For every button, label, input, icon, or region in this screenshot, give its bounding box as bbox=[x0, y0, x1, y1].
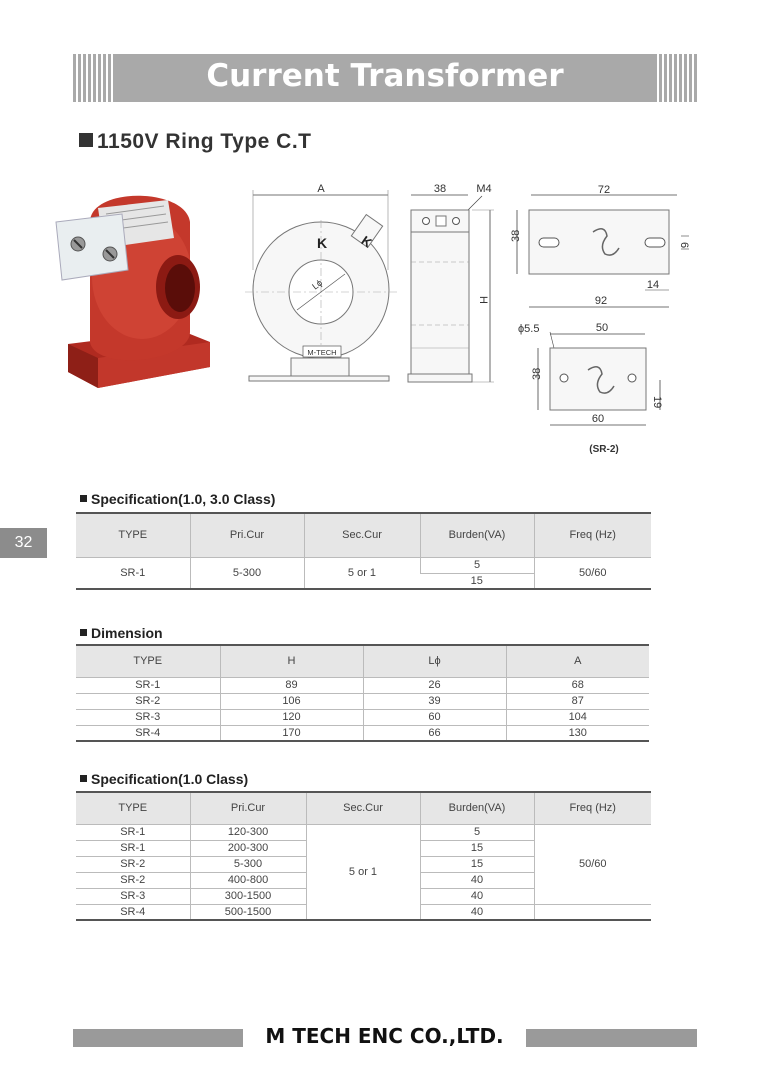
table-cell: SR-4 bbox=[76, 904, 190, 920]
table-cell: SR-2 bbox=[76, 872, 190, 888]
table-cell: 89 bbox=[220, 677, 363, 693]
side-view-drawing bbox=[404, 180, 504, 390]
column-header: Freq (Hz) bbox=[534, 792, 651, 824]
table-cell: SR-1 bbox=[76, 840, 190, 856]
table-cell: 5 bbox=[420, 824, 534, 840]
column-header: Burden(VA) bbox=[420, 792, 534, 824]
table-cell: 130 bbox=[506, 725, 649, 741]
table-cell: 120-300 bbox=[190, 824, 306, 840]
table-cell: 15 bbox=[420, 856, 534, 872]
table-cell: 39 bbox=[363, 693, 506, 709]
column-header: TYPE bbox=[76, 645, 220, 677]
square-bullet-icon bbox=[80, 775, 87, 782]
column-header: A bbox=[506, 645, 649, 677]
base1-depth-38: 38 bbox=[510, 229, 522, 242]
base1-slot-6: 6 bbox=[678, 242, 690, 249]
table-cell: 66 bbox=[363, 725, 506, 741]
table-cell: 170 bbox=[220, 725, 363, 741]
m4-label: M4 bbox=[476, 183, 492, 195]
spec1-table bbox=[76, 512, 651, 590]
base-plate-drawing-1 bbox=[505, 180, 700, 310]
column-header: Pri.Cur bbox=[190, 792, 306, 824]
table-cell: SR-1 bbox=[76, 824, 190, 840]
table-cell: 5 or 1 bbox=[306, 824, 420, 920]
base2-width-50: 50 bbox=[595, 322, 609, 334]
column-header: Sec.Cur bbox=[306, 792, 420, 824]
column-header: TYPE bbox=[76, 792, 190, 824]
square-bullet-icon bbox=[79, 133, 93, 147]
spec2-title bbox=[80, 771, 248, 787]
base-plate-drawing-2 bbox=[510, 318, 670, 458]
company-name: M TECH ENC CO.,LTD. bbox=[265, 1024, 504, 1048]
header-banner bbox=[73, 54, 697, 102]
table-cell: 300-1500 bbox=[190, 888, 306, 904]
table-cell: 50/60 bbox=[534, 557, 651, 589]
k-label-right: K bbox=[358, 232, 375, 251]
table-cell: 15 bbox=[420, 573, 534, 589]
table-cell: SR-4 bbox=[76, 725, 220, 741]
product-subtitle bbox=[79, 130, 312, 154]
column-header: TYPE bbox=[76, 513, 190, 557]
column-header: Freq (Hz) bbox=[534, 513, 651, 557]
table-cell: SR-1 bbox=[76, 677, 220, 693]
column-header: Pri.Cur bbox=[190, 513, 304, 557]
column-header: H bbox=[220, 645, 363, 677]
table-cell: SR-2 bbox=[76, 856, 190, 872]
subtitle-text: 1150V Ring Type C.T bbox=[97, 130, 312, 153]
square-bullet-icon bbox=[80, 495, 87, 502]
table-cell: 15 bbox=[420, 840, 534, 856]
table-cell: 5-300 bbox=[190, 856, 306, 872]
dimension-table bbox=[76, 644, 649, 742]
footer-bar-left bbox=[73, 1029, 243, 1047]
table-cell: 40 bbox=[420, 872, 534, 888]
table-cell: 26 bbox=[363, 677, 506, 693]
table-row bbox=[76, 824, 651, 840]
k-label-left: K bbox=[317, 235, 328, 251]
table-row bbox=[76, 709, 649, 725]
table-row bbox=[76, 677, 649, 693]
base1-width-72: 72 bbox=[597, 184, 611, 196]
table-cell: 106 bbox=[220, 693, 363, 709]
height-label: H bbox=[477, 296, 489, 304]
brand-plate: M-TECH bbox=[307, 348, 337, 357]
table-cell: 87 bbox=[506, 693, 649, 709]
column-header: Sec.Cur bbox=[304, 513, 420, 557]
dim-a-label: A bbox=[317, 183, 325, 195]
table-row bbox=[76, 693, 649, 709]
table-cell: 68 bbox=[506, 677, 649, 693]
table-cell: 5 or 1 bbox=[304, 557, 420, 589]
spec2-title-text: Specification(1.0 Class) bbox=[91, 771, 249, 787]
table-cell: 5 bbox=[420, 557, 534, 573]
table-cell: SR-3 bbox=[76, 709, 220, 725]
table-cell: 40 bbox=[420, 904, 534, 920]
table-cell: 40 bbox=[420, 888, 534, 904]
table-cell: 60 bbox=[363, 709, 506, 725]
table-cell: 400-800 bbox=[190, 872, 306, 888]
table-cell: 50/60 bbox=[534, 824, 651, 904]
base2-depth-38: 38 bbox=[531, 367, 543, 380]
spec1-title bbox=[80, 491, 275, 507]
page-number-tab: 32 bbox=[0, 528, 47, 558]
base1-length-92: 92 bbox=[594, 295, 608, 307]
product-photo bbox=[50, 192, 220, 402]
table-cell: 104 bbox=[506, 709, 649, 725]
dimension-title bbox=[80, 625, 163, 641]
base1-offset-14: 14 bbox=[646, 279, 660, 291]
spec2-table bbox=[76, 791, 651, 921]
front-view-drawing bbox=[245, 180, 405, 390]
base2-length-60: 60 bbox=[591, 413, 605, 425]
table-cell: 120 bbox=[220, 709, 363, 725]
bore-label: Lϕ bbox=[310, 277, 325, 292]
table-cell: 500-1500 bbox=[190, 904, 306, 920]
column-header: Burden(VA) bbox=[420, 513, 534, 557]
table-cell: 200-300 bbox=[190, 840, 306, 856]
dimension-title-text: Dimension bbox=[91, 625, 163, 641]
table-cell: SR-3 bbox=[76, 888, 190, 904]
side-width-label: 38 bbox=[433, 183, 447, 195]
column-header: Lϕ bbox=[363, 645, 506, 677]
table-cell: SR-2 bbox=[76, 693, 220, 709]
footer-bar-right bbox=[526, 1029, 697, 1047]
table-cell bbox=[534, 904, 651, 920]
base2-height-19: 19 bbox=[651, 396, 663, 409]
square-bullet-icon bbox=[80, 629, 87, 636]
base2-hole-label: ϕ5.5 bbox=[518, 323, 540, 335]
table-row bbox=[76, 725, 649, 741]
table-cell: SR-1 bbox=[76, 557, 190, 589]
table-cell: 5-300 bbox=[190, 557, 304, 589]
spec1-title-text: Specification(1.0, 3.0 Class) bbox=[91, 491, 276, 507]
page-title: Current Transformer bbox=[206, 58, 564, 94]
base2-caption: (SR-2) bbox=[589, 444, 619, 455]
